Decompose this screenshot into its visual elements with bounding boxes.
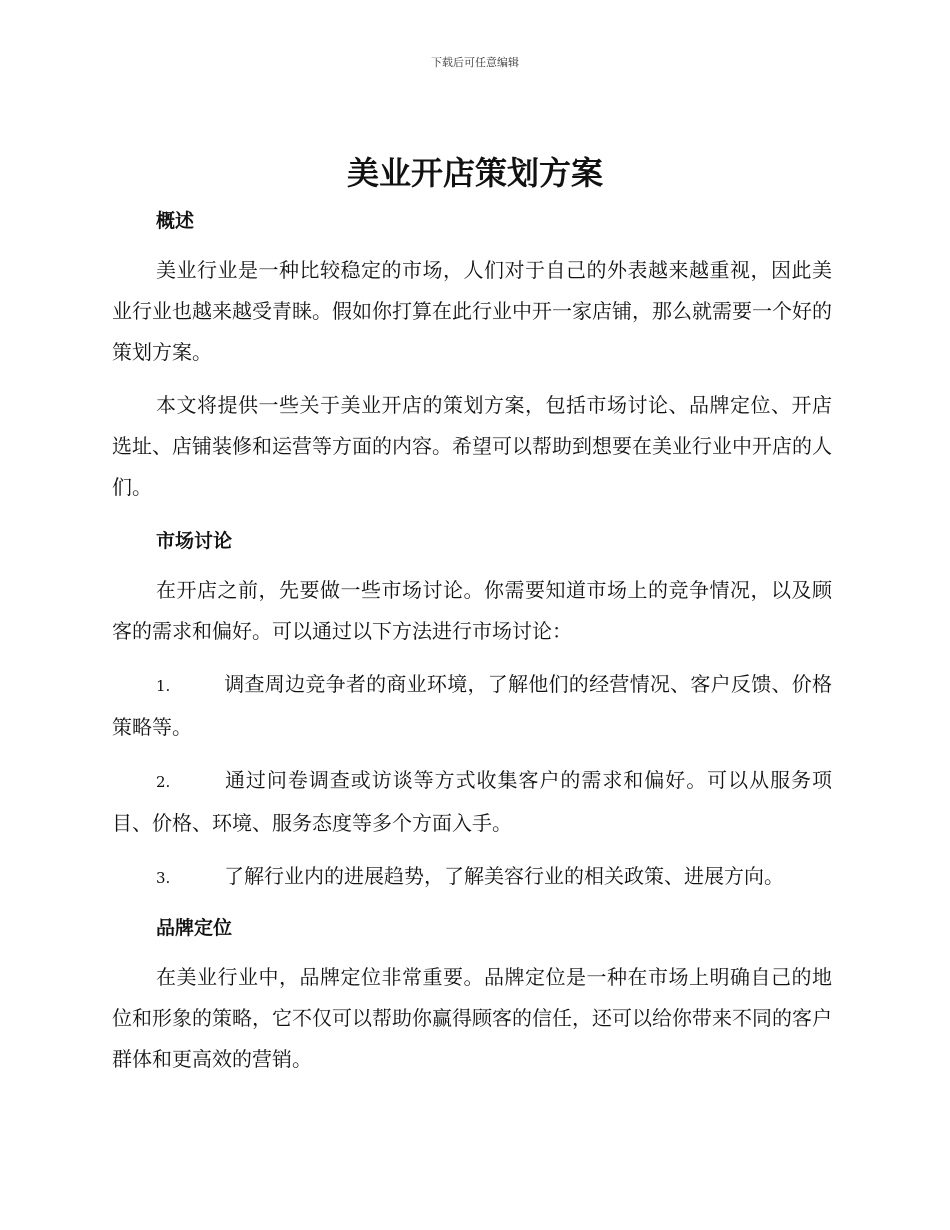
section-heading-brand-positioning: 品牌定位	[156, 917, 233, 939]
header-note: 下载后可任意编辑	[431, 56, 519, 69]
list-number: 3.	[156, 869, 171, 887]
section-heading-market-research: 市场讨论	[156, 530, 233, 552]
list-item	[112, 664, 832, 748]
document-title: 美业开店策划方案	[346, 154, 603, 192]
list-item-text: 通过问卷调查或访谈等方式收集客户的需求和偏好。可以从服务项目、价格、环境、服务态度等多个方面入手。	[112, 768, 832, 835]
list-number: 1.	[156, 677, 171, 695]
paragraph: 美业行业是一种比较稳定的市场，人们对于自己的外表越来越重视，因此美业行业也越来越受青睐。假如你打算在此行业中开一家店铺，那么就需要一个好的策划方案。	[112, 258, 832, 364]
section-heading-overview: 概述	[156, 210, 195, 232]
list-item-text: 了解行业内的进展趋势，了解美容行业的相关政策、进展方向。	[224, 864, 784, 888]
document-body	[112, 200, 832, 1080]
list-item	[112, 856, 832, 899]
paragraph: 在美业行业中，品牌定位非常重要。品牌定位是一种在市场上明确自己的地位和形象的策略，它不仅可以帮助你赢得顾客的信任，还可以给你带来不同的客户群体和更高效的营销。	[112, 965, 832, 1071]
list-number: 2.	[156, 773, 171, 791]
list-item	[112, 760, 832, 844]
list-item-text: 调查周边竞争者的商业环境，了解他们的经营情况、客户反馈、价格策略等。	[112, 672, 832, 739]
paragraph: 本文将提供一些关于美业开店的策划方案，包括市场讨论、品牌定位、开店选址、店铺装修和运营等方面的内容。希望可以帮助到想要在美业行业中开店的人们。	[112, 393, 832, 499]
paragraph: 在开店之前，先要做一些市场讨论。你需要知道市场上的竞争情况，以及顾客的需求和偏好。可以通过以下方法进行市场讨论：	[112, 578, 832, 643]
